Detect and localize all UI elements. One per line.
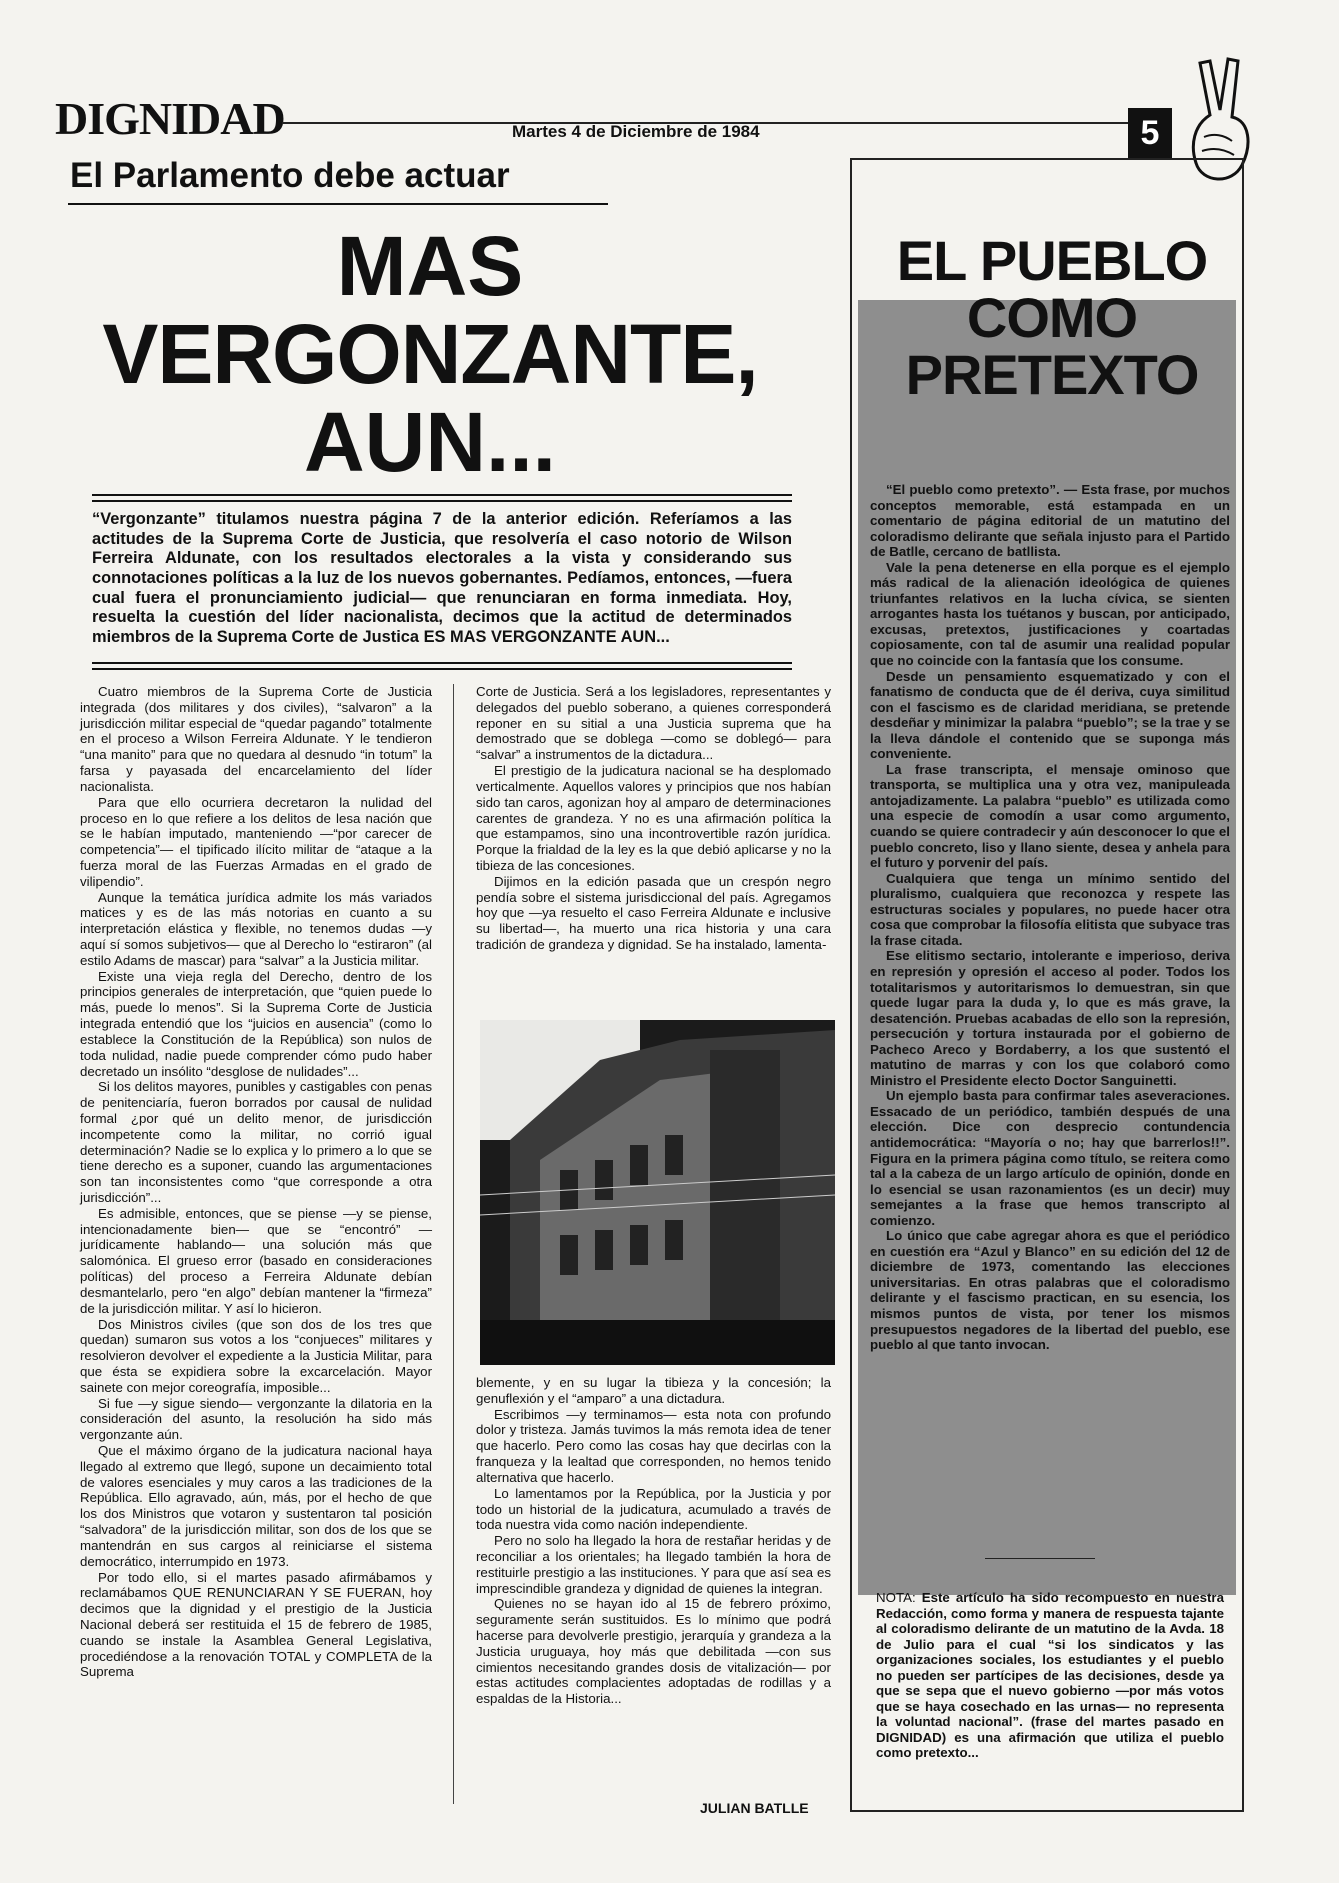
paragraph: Es admisible, entonces, que se piense —y se piense, intencionadamente bien— que se “encontró” —jurídicamente hablando— una solución más que salomónica. El grueso error (basado en consideraciones políticas) del proceso a Ferreira Aldunate debían desmantelarlo, pero “en algo” debían mantener la “firmeza” de la jurisdicción militar. Y así lo hicieron. xyxy=(80,1205,432,1316)
paragraph: Corte de Justicia. Será a los legisladores, representantes y delegados del pueblo soberano, a quienes corresponderá reponer en su sitial a una Justicia suprema que ha demostrado que se doblega —como se doblegó— para “salvar” a instrumentos de la dictadura... xyxy=(476,684,831,763)
lead-rule-top-2 xyxy=(92,500,792,502)
lead-rule-bottom-2 xyxy=(92,668,792,670)
article-column-1 xyxy=(80,684,432,1680)
building-photo xyxy=(480,1020,835,1365)
sidebar-headline xyxy=(872,229,1232,407)
paragraph: Quienes no se hayan ido al 15 de febrero próximo, seguramente serán sustituidos. Es lo mínimo que podrá hacerse para devolverle prestigio, jerarquía y grandeza a la Justicia uruguaya, hoy más que debilitada —con sus cimientos necesitando grandes dosis de vitalización— por estas actitudes complacientes adoptadas de rodillas y a espaldas de la Historia... xyxy=(476,1596,831,1707)
paragraph: Si fue —y sigue siendo— vergonzante la dilatoria en la consideración del asunto, la resolución ha sido más vergonzante aún. xyxy=(80,1395,432,1443)
paragraph: Escribimos —y terminamos— esta nota con profundo dolor y tristeza. Jamás tuvimos la más remota idea de tener que hacerlo. Pero como las cosas hay que decirlas con la franqueza y la lealtad que corresponden, no hemos tenido alternativa que hacerlo. xyxy=(476,1406,831,1485)
sidebar-note xyxy=(876,1590,1224,1761)
paragraph: Un ejemplo basta para confirmar tales aseveraciones. Essacado de un periódico, también después de una elección. Dice con desprecio contundencia antidemocrática: “Mayoría o no; hay que barrerlos!!”. Figura en la primera página como título, se reitera como tal a la cabeza de un largo artículo de opinión, donde en lo esencial se usan razonamientos (es un decir) muy semejantes a la frase que hemos transcripto al comienzo. xyxy=(870,1088,1230,1228)
lead-paragraph: “Vergonzante” titulamos nuestra página 7 de la anterior edición. Referíamos a las actitudes de la Suprema Corte de Justicia, que resolvería el caso notorio de Wilson Ferreira Aldunate, con los resultados electorales a la vista y considerando sus connotaciones políticas a la luz de los nuevos gobernantes. Pedíamos, entonces, —fuera cual fuera el pronunciamiento judicial— que renunciaran en forma inmediata. Hoy, resuelta la cuestión del líder nacionalista, decimos que la actitud de determinados miembros de la Suprema Corte de Justica ES MAS VERGONZANTE AUN... xyxy=(92,510,792,647)
paragraph: Desde un pensamiento esquematizado y con el fanatismo de conducta que de él deriva, cuya similitud con el fascismo es de claridad meridiana, se pretende desdeñar y minimizar la palabra “pueblo”; se la trae y se la lleva dándole el contenido que se suponga más conveniente. xyxy=(870,668,1230,762)
headline-line-1: MAS xyxy=(336,219,524,313)
note-label: NOTA: xyxy=(876,1590,916,1605)
paragraph: Dijimos en la edición pasada que un crespón negro pendía sobre el sistema jurisdiccional del país. Agregamos hoy que —ya resuelto el caso Ferreira Aldunate e inclusive su libertad—, ha muerto una rica historia y una cara tradición de grandeza y dignidad. Se ha instalado, lamenta- xyxy=(476,873,831,952)
paragraph: Para que ello ocurriera decretaron la nulidad del proceso en lo que refiere a los delitos de lesa nación que se le habían imputado, manteniendo —“por carecer de competencia”— el tipificado ilícito militar de “ataque a la fuerza moral de las Fuerzas Armadas en el grado de vilipendio”. xyxy=(80,794,432,889)
main-headline xyxy=(85,219,775,490)
lead-rule-bottom xyxy=(92,662,792,664)
section-rule xyxy=(68,203,608,205)
paragraph: Pero no solo ha llegado la hora de restañar heridas y de reconciliar a los orientales; ha llegado también la hora de restituirle prestigio a las instituciones. Y para que así sea es imprescindible grandeza y dignidad de quienes la integran. xyxy=(476,1533,831,1596)
paragraph: Cualquiera que tenga un mínimo sentido del pluralismo, cualquiera que reconozca y respete las estructuras sociales y populares, no puede hacer otra cosa que comprobar la filosofía elitista que subyace tras la frase citada. xyxy=(870,870,1230,948)
paragraph: Lo único que cabe agregar ahora es que el periódico en cuestión era “Azul y Blanco” en su edición del 12 de diciembre de 1973, comentando las elecciones universitarias. En otras palabras que el coloradismo delirante y el fascismo practican, en su esencia, los mismos puntos de vista, por tener los mismos presupuestos negadores de la libertad del pueblo, ese pueblo al que tanto invocan. xyxy=(870,1228,1230,1353)
paragraph: Que el máximo órgano de la judicatura nacional haya llegado al extremo que llegó, supone un decaimiento total de valores esenciales y muy caros a las tradiciones de la República. Ello agravado, aún, más, por el hecho de que los dos Ministros que votaron y sustentaron tal posición “salvadora” de la jurisdicción militar, son dos de los que se mantendrán en sus cargos al reiniciarse el sistema democrático, interrumpido en 1973. xyxy=(80,1443,432,1569)
dateline: Martes 4 de Diciembre de 1984 xyxy=(512,122,760,141)
page-number: 5 xyxy=(1128,108,1172,158)
paragraph: “El pueblo como pretexto”. — Esta frase, por muchos conceptos memorable, está estampada en un comentario de página editorial de un matutino del coloradismo delirante que señala injusto para el Partido de Batlle, cercano de batllista. xyxy=(870,482,1230,560)
section-title: El Parlamento debe actuar xyxy=(70,156,510,195)
sidebar-headline-line-1: EL PUEBLO xyxy=(896,229,1208,292)
paragraph: Ese elitismo sectario, intolerante e imperioso, deriva en represión y opresión el acceso al poder. Todos los totalitarismos y autoritarismos lo demuestran, sin que quede lugar para la duda y, lo que es más grave, la desatención. Pruebas acabadas de ello son la represión, persecución y tortura instaurada por el gobierno de Pacheco Areco y Bordaberry, a los que sustentó el matutino de marras y con los que colaboró como Ministro el Presidente electo Doctor Sanguinetti. xyxy=(870,948,1230,1088)
paragraph: Cuatro miembros de la Suprema Corte de Justicia integrada (dos militares y dos civiles), “salvaron” a la jurisdicción militar especial de “quedar pagando” totalmente en el proceso a Wilson Ferreira Aldunate. Y le tendieron “una manito” para que no quedara al desnudo “in totum” la farsa y payasada del encarcelamiento del líder nacionalista. xyxy=(80,684,432,794)
author-signature: JULIAN BATLLE xyxy=(700,1800,809,1816)
paragraph: El prestigio de la judicatura nacional se ha desplomado verticalmente. Aquellos valores y principios que nos habían sido tan caros, agonizan hoy al amparo de determinaciones carentes de grandeza. Y no es una afirmación política la que estampamos, sino una incontrovertible razón jurídica. Porque la frialdad de la ley es la que debió aplicarse y no la tibieza de las concesiones. xyxy=(476,763,831,873)
paragraph: Dos Ministros civiles (que son dos de los tres que quedan) sumaron sus votos a los “conjueces” militares y resolvieron devolver el expediente a la Justicia Militar, para que ésta se expidiera sobre la excarcelación. Mayor sainete con mejor coreografía, imposible... xyxy=(80,1316,432,1395)
article-column-2-bottom xyxy=(476,1375,831,1707)
masthead-logo: DIGNIDAD xyxy=(55,93,285,144)
sidebar-headline-line-3: PRETEXTO xyxy=(905,343,1199,407)
lead-rule-top xyxy=(92,494,792,496)
sidebar-headline-line-2: COMO xyxy=(966,286,1138,350)
sidebar-divider xyxy=(985,1558,1095,1559)
column-rule xyxy=(453,684,454,1804)
paragraph: Por todo ello, si el martes pasado afirmábamos y reclamábamos QUE RENUNCIARAN Y SE FUERAN, hoy decimos que la dignidad y el prestigio de la Justicia Nacional deberá ser restituida el 15 de febrero de 1985, cuando se instale la Asamblea General Legislativa, procediéndose a la renovación TOTAL y COMPLETA de la Suprema xyxy=(80,1569,432,1680)
paragraph: Si los delitos mayores, punibles y castigables con penas de penitenciaría, fueron borrados por causal de nulidad formal ¿por qué un delito menor, de jurisdicción incompetente como la militar, no corrió igual determinación? Nadie se lo explica y lo primero a lo que se tiene derecho es a suponer, cuando las argumentaciones son tan inconsistentes como “que corresponde a otra jurisdicción”... xyxy=(80,1079,432,1205)
paragraph: Vale la pena detenerse en ella porque es el ejemplo más radical de la alienación ideológica de quienes triunfantes relativos en la lucha cívica, se sienten arrogantes hasta los tuétanos y buscan, por anticipado, excusas, pretextos, justificaciones y coartadas copiosamente, con tal de asumir una realidad popular que no coincide con la fantasía que los consume. xyxy=(870,559,1230,669)
paragraph: Aunque la temática jurídica admite los más variados matices y es de las más notorias en cuanto a su interpretación elástica y flexible, no tenemos dudas —y aquí sí somos subjetivos— que al Derecho lo “estiraron” (al estilo Adams de mascar) para “salvar” a la Justicia militar. xyxy=(80,889,432,968)
paragraph: La frase transcripta, el mensaje ominoso que transporta, se multiplica una y otra vez, manipuleada antojadizamente. La palabra “pueblo” es utilizada como una especie de comodín a usar como argumento, cuando se quiere contradecir y aún desconocer lo que el pueblo concreto, liso y llano siente, desea y anhela para el futuro y porvenir del país. xyxy=(870,761,1230,871)
headline-line-3: AUN... xyxy=(304,395,556,490)
paragraph: Existe una vieja regla del Derecho, dentro de los principios generales de interpretación, que “quien puede lo más, puede lo menos”. Si la Suprema Corte de Justicia integrada entendió que los “juicios en ausencia” (como lo establece la Constitución de la República) son nulos de toda nulidad, nadie puede comprender cómo pudo haber decretado un insólito “desglose de nulidades”... xyxy=(80,968,432,1079)
note-text: Este artículo ha sido recompuesto en nuestra Redacción, como forma y manera de respuesta tajante al coloradismo delirante de un matutino de la Avda. 18 de Julio para el cual “si los sindicatos y las organizaciones sociales, los estudiantes y el pueblo no pueden ser partícipes de las decisiones, desde ya que se sepa que el nuevo gobierno —por más votos que se haya cosechado en las urnas— no representa la voluntad nacional”. (frase del martes pasado en DIGNIDAD) es una afirmación que utiliza el pueblo como pretexto... xyxy=(876,1590,1224,1761)
paragraph: Lo lamentamos por la República, por la Justicia y por todo un historial de la judicatura, acumulado a través de toda nuestra vida como nación independiente. xyxy=(476,1485,831,1533)
article-column-2-top xyxy=(476,684,831,953)
sidebar-text xyxy=(870,482,1230,1353)
paragraph: blemente, y en su lugar la tibieza y la concesión; la genuflexión y el “amparo” a una dictadura. xyxy=(476,1375,831,1406)
headline-line-2: VERGONZANTE, xyxy=(102,307,758,402)
